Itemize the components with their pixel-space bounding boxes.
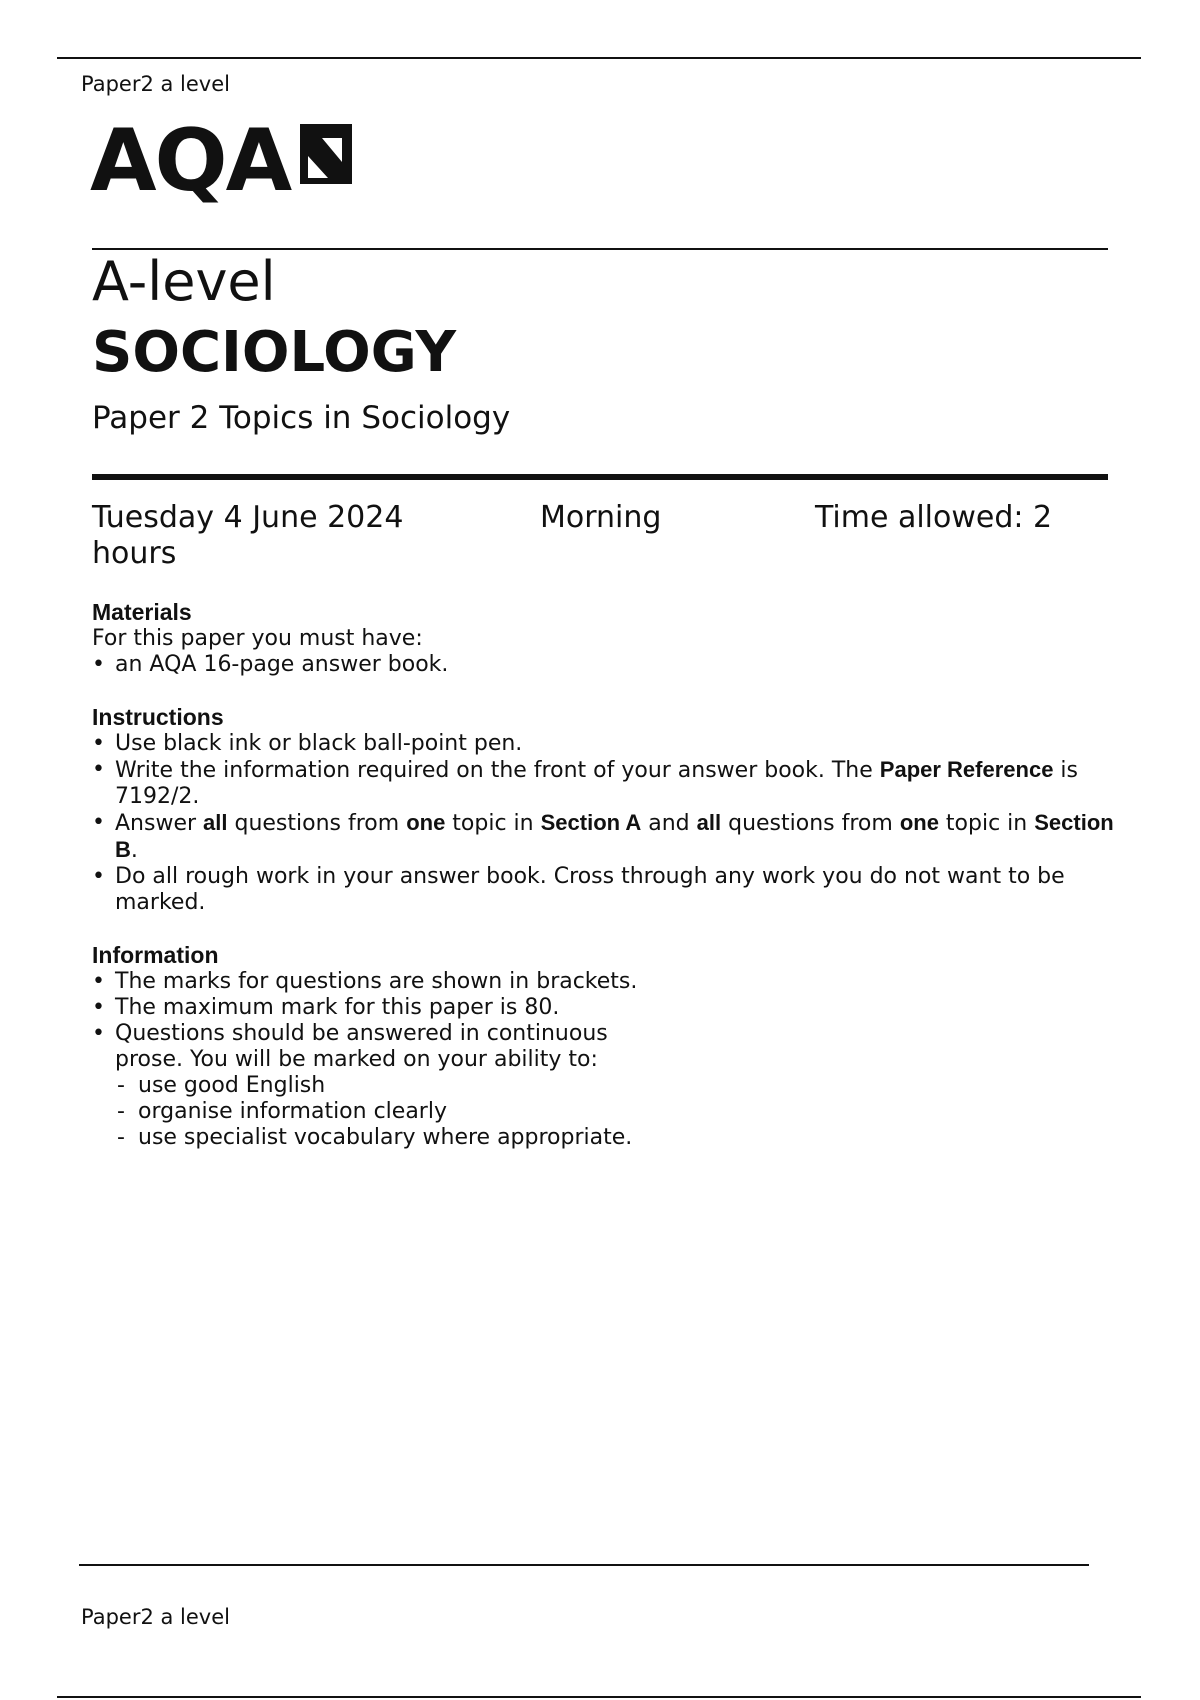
ability-list [92,1073,1122,1151]
ability-item: - use specialist vocabulary where appropriate. [115,1125,1122,1151]
time-allowed-continued: hours [92,536,177,571]
instructions-section [92,703,1122,916]
information-item: • The maximum mark for this paper is 80. [92,995,1122,1021]
exam-session: Morning [540,500,662,535]
information-section [92,941,1122,1151]
ability-item: - organise information clearly [115,1099,1122,1125]
information-item: • The marks for questions are shown in brackets. [92,969,1122,995]
top-rule [57,57,1141,59]
instruction-item: • Answer all questions from one topic in Section A and all questions from one topic in Section B. [92,810,1122,864]
page-footer: Paper2 a level [81,1605,230,1629]
footer-rule [79,1564,1089,1566]
time-allowed: Time allowed: 2 [815,500,1053,535]
page-header: Paper2 a level [81,72,230,96]
instructions-heading: Instructions [92,704,224,730]
qualification-level: A-level [92,250,276,313]
subject-title: SOCIOLOGY [92,320,457,385]
information-heading: Information [92,942,219,968]
title-bottom-rule [92,474,1108,480]
aqa-flag-icon [298,122,354,184]
paper-title: Paper 2 Topics in Sociology [92,400,511,436]
materials-item: • an AQA 16-page answer book. [92,652,1122,678]
ability-item: - use good English [115,1073,1122,1099]
materials-section [92,598,1122,678]
information-item: • Questions should be answered in continuous prose. You will be marked on your ability to: [92,1021,1122,1073]
materials-intro: For this paper you must have: [92,626,423,651]
logo-text: AQA [90,111,291,211]
bottom-rule [57,1696,1141,1698]
instruction-item: • Do all rough work in your answer book. Cross through any work you do not want to be marked. [92,864,1122,916]
instruction-item: • Use black ink or black ball-point pen. [92,731,1122,757]
exam-date: Tuesday 4 June 2024 [92,500,404,535]
instruction-item: • Write the information required on the front of your answer book. The Paper Reference is 7192/2. [92,757,1122,810]
aqa-logo [90,111,291,211]
materials-heading: Materials [92,599,192,625]
